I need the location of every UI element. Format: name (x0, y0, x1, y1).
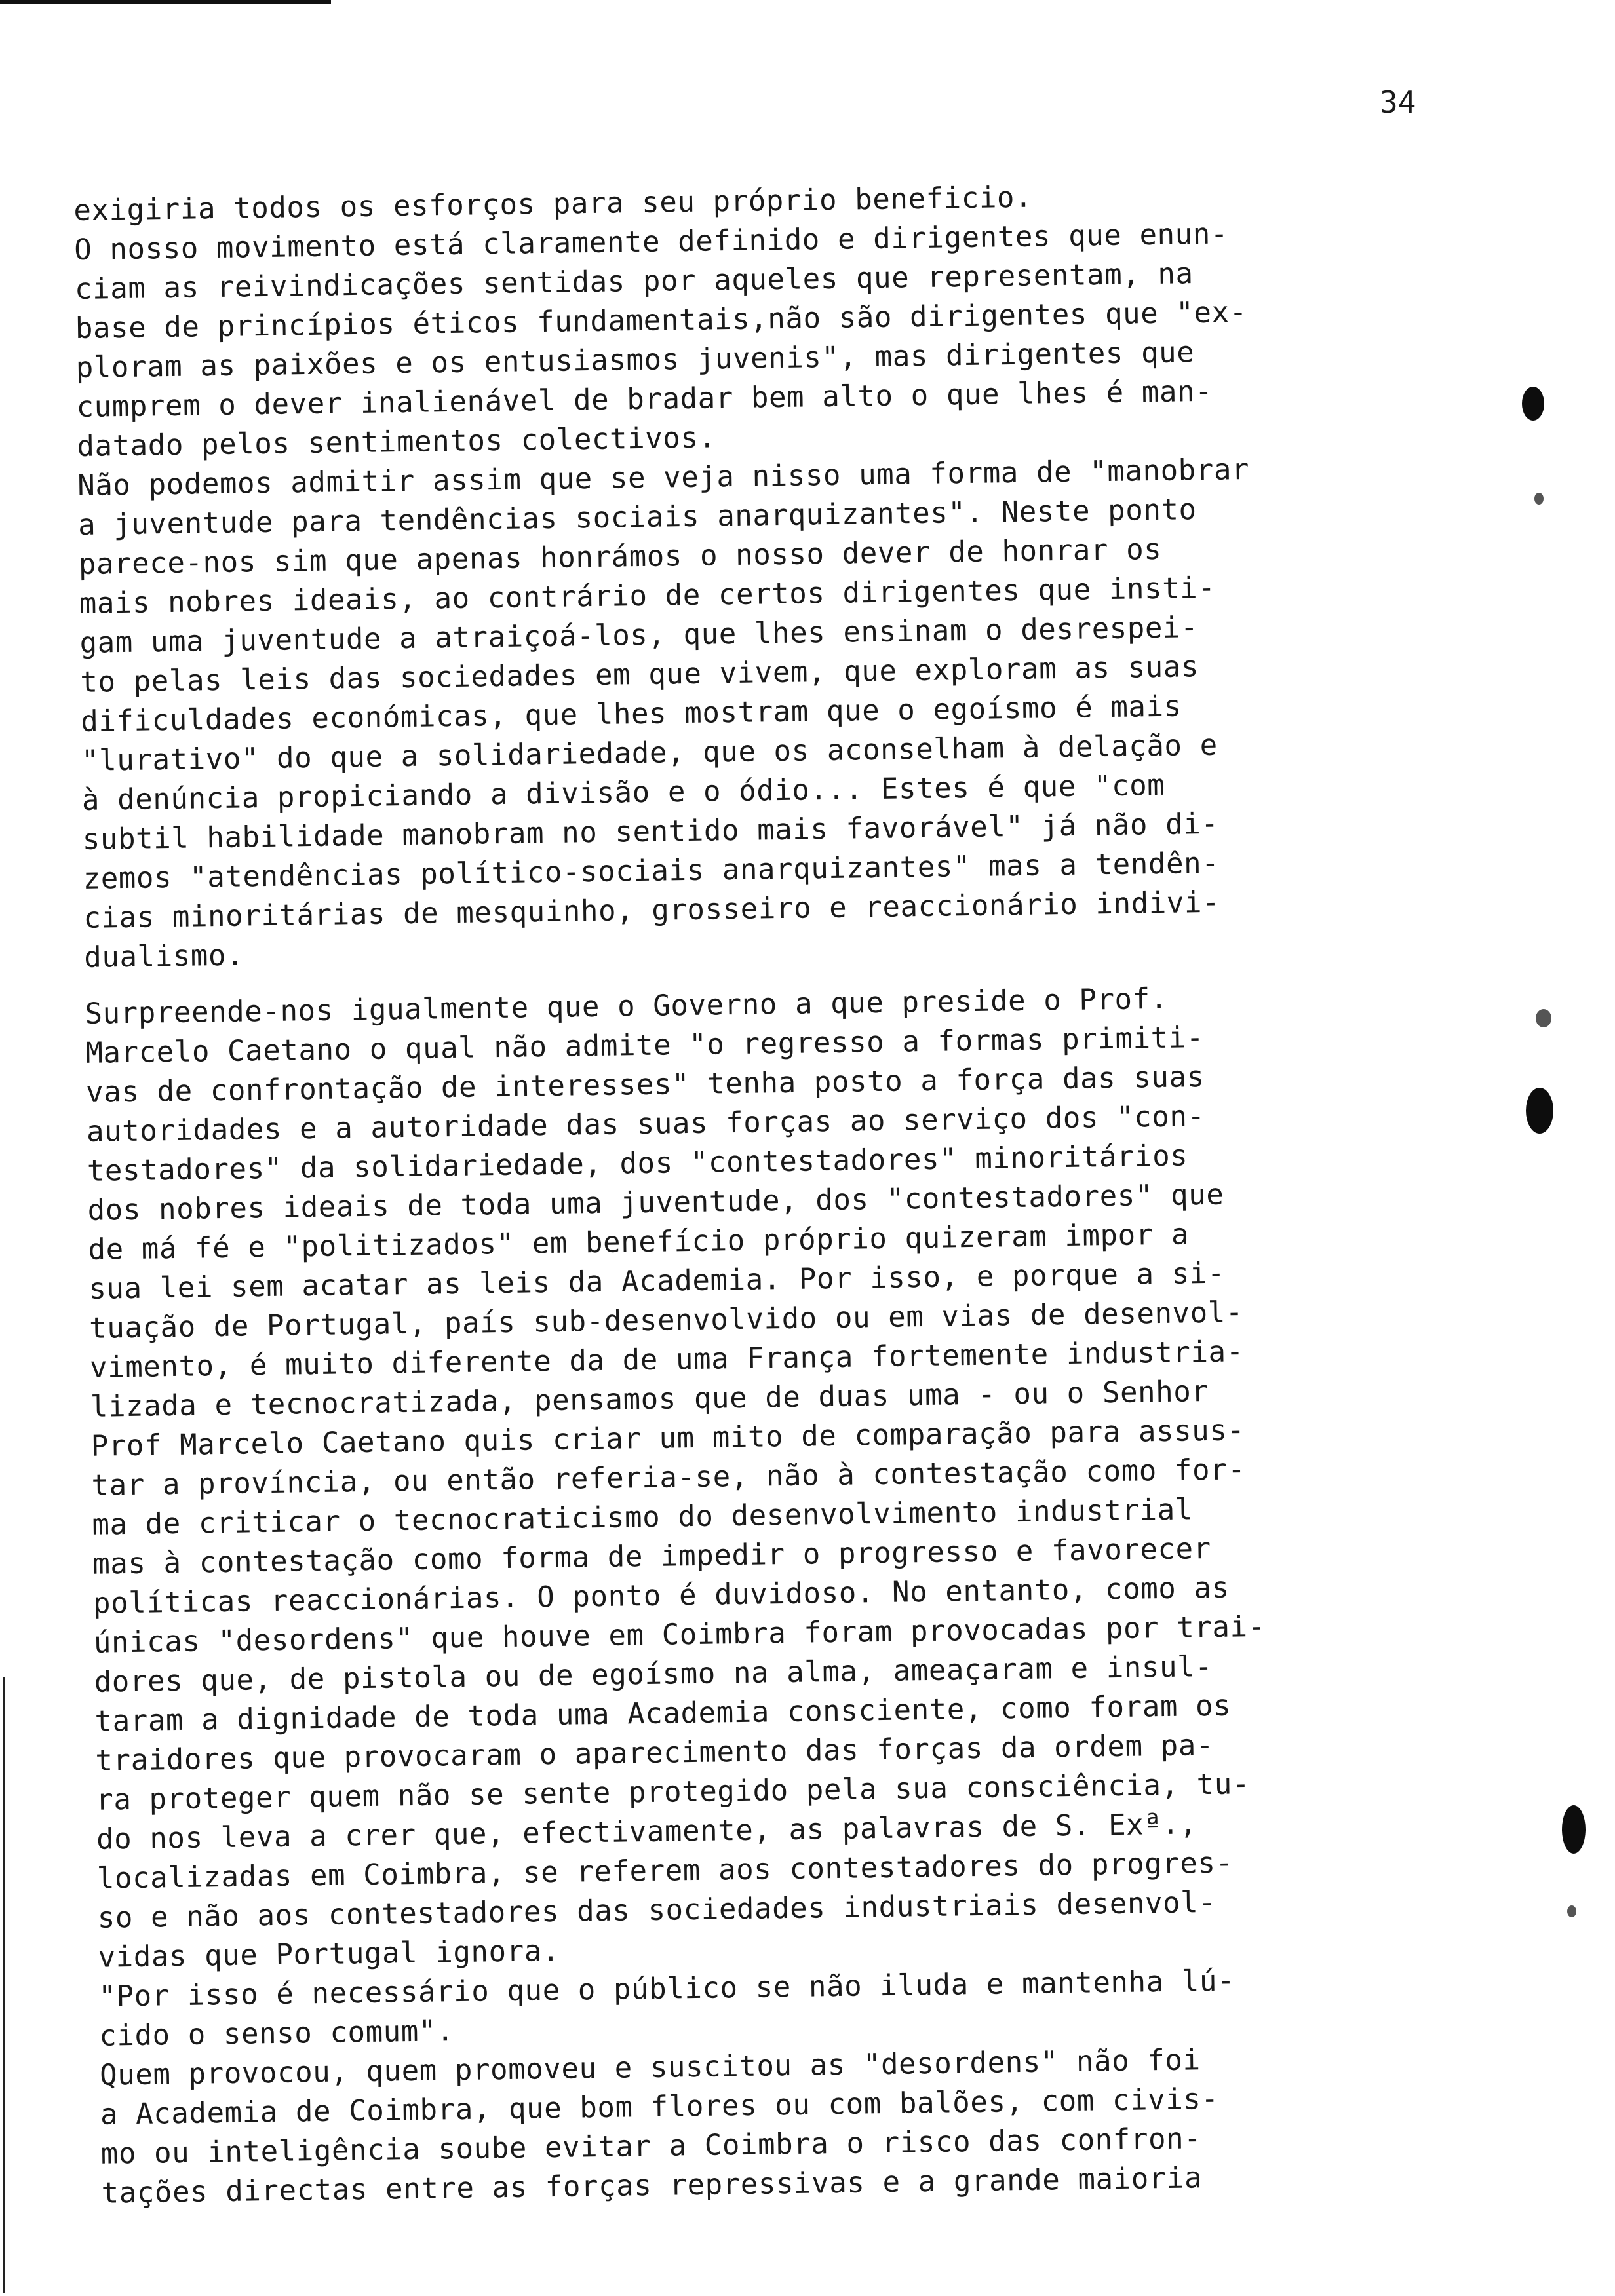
text-line: tuação de Portugal, país sub-desenvolvido ou em vias de desenvol- (88, 1295, 1244, 1345)
text-line: exigiria todos os esforços para seu próprio beneficio. (73, 180, 1033, 227)
text-line: ploram as paixões e os entusiasmos juvenis", mas dirigentes que (75, 335, 1195, 385)
text-line: Quem provocou, quem promoveu e suscitou as "desordens" não foi (99, 2043, 1201, 2092)
document-body (73, 172, 1465, 2213)
text-line: "lurativo" do que a solidariedade, que os aconselham à delação e (81, 728, 1218, 778)
scan-speck (1567, 1905, 1576, 1917)
text-line: políticas reaccionárias. O ponto é duvidoso. No entanto, como as (92, 1571, 1230, 1620)
text-line: Marcelo Caetano o qual não admite "o regresso a formas primiti- (85, 1021, 1205, 1070)
text-line: gam uma juventude a atraiçoá-los, que lhes ensinam o desrespei- (79, 611, 1199, 660)
text-line: tar a província, ou então referia-se, não à contestação como for- (91, 1453, 1246, 1502)
scan-speck (1536, 1009, 1551, 1027)
text-line: mas à contestação como forma de impedir o progresso e favorecer (92, 1531, 1212, 1581)
text-line: localizadas em Coimbra, se referem aos contestadores do progres- (96, 1846, 1234, 1896)
text-line: dores que, de pistola ou de egoísmo na alma, ameaçaram e insul- (94, 1649, 1213, 1699)
text-line: so e não aos contestadores das sociedades industriais desenvol- (97, 1885, 1216, 1935)
text-line: sua lei sem acatar as leis da Academia. Por isso, e porque a si- (88, 1256, 1226, 1306)
text-line: Prof Marcelo Caetano quis criar um mito de comparação para assus- (90, 1413, 1245, 1463)
page-top-edge (0, 0, 331, 4)
text-line: cias minoritárias de mesquinho, grosseiro e reaccionário indivi- (83, 885, 1220, 935)
text-line: ma de criticar o tecnocraticismo do desenvolvimento industrial (92, 1493, 1194, 1542)
page-number: 34 (1380, 85, 1416, 120)
text-line: traidores que provocaram o aparecimento das forças da ordem pa- (95, 1728, 1215, 1778)
punch-hole (1562, 1805, 1586, 1854)
page-left-edge (3, 1677, 5, 2293)
scan-speck (1534, 493, 1544, 505)
text-line: de má fé e "politizados" em benefício próprio quizeram impor a (88, 1217, 1190, 1267)
text-line: Não podemos admitir assim que se veja nisso uma forma de "manobrar (77, 452, 1250, 503)
text-line: a Academia de Coimbra, que bom flores ou com balões, com civis- (100, 2082, 1219, 2132)
text-line: mais nobres ideais, ao contrário de certos dirigentes que insti- (79, 571, 1216, 621)
text-line: vidas que Portugal ignora. (98, 1934, 560, 1974)
text-line: únicas "desordens" que houve em Coimbra foram provocadas por trai- (93, 1609, 1266, 1660)
text-line: to pelas leis das sociedades em que vivem, que exploram as suas (80, 650, 1199, 699)
text-line: parece-nos sim que apenas honrámos o nosso dever de honrar os (78, 532, 1162, 581)
text-line: dificuldades económicas, que lhes mostram que o egoísmo é mais (80, 689, 1182, 738)
text-line: autoridades e a autoridade das suas forças ao serviço dos "con- (86, 1100, 1205, 1149)
punch-hole (1522, 387, 1544, 421)
text-line: vas de confrontação de interesses" tenha posto a força das suas (85, 1060, 1205, 1109)
text-line: zemos "atendências político-sociais anarquizantes" mas a tendên- (83, 846, 1220, 896)
text-line: ciam as reivindicações sentidas por aqueles que representam, na (74, 257, 1194, 306)
text-line: O nosso movimento está claramente definido e dirigentes que enun- (73, 217, 1229, 267)
text-line: à denúncia propiciando a divisão e o ódio... Estes é que "com (81, 768, 1165, 817)
text-line: datado pelos sentimentos colectivos. (77, 421, 716, 463)
punch-hole (1526, 1088, 1553, 1134)
text-line: dualismo. (83, 938, 244, 974)
text-line: subtil habilidade manobram no sentido mais favorável" já não di- (82, 807, 1219, 856)
text-line: testadores" da solidariedade, dos "contestadores" minoritários (87, 1139, 1188, 1188)
text-line: a juventude para tendências sociais anarquizantes". Neste ponto (77, 493, 1197, 542)
text-line: dos nobres ideais de toda uma juventude, dos "contestadores" que (87, 1177, 1224, 1227)
text-line: vimento, é muito diferente da de uma França fortemente industria- (89, 1335, 1245, 1385)
text-line: tações directas entre as forças repressivas e a grande maioria (101, 2161, 1203, 2210)
text-line: cido o senso comum". (98, 2014, 455, 2053)
text-line: taram a dignidade de toda uma Academia consciente, como foram os (94, 1689, 1232, 1738)
text-line: cumprem o dever inalienável de bradar bem alto o que lhes é man- (76, 374, 1213, 424)
text-line: Surpreende-nos igualmente que o Governo a que preside o Prof. (85, 982, 1169, 1031)
text-line: lizada e tecnocratizada, pensamos que de duas uma - ou o Senhor (90, 1374, 1209, 1424)
text-line: base de princípios éticos fundamentais,não são dirigentes que "ex- (75, 296, 1248, 345)
text-line: "Por isso é necessário que o público se não iluda e mantenha lú- (98, 1964, 1236, 2014)
text-line: mo ou inteligência soube evitar a Coimbra o risco das confron- (100, 2122, 1202, 2171)
text-line: do nos leva a crer que, efectivamente, as palavras de S. Exª., (96, 1807, 1197, 1856)
text-line: ra proteger quem não se sente protegido pela sua consciência, tu- (95, 1767, 1251, 1817)
